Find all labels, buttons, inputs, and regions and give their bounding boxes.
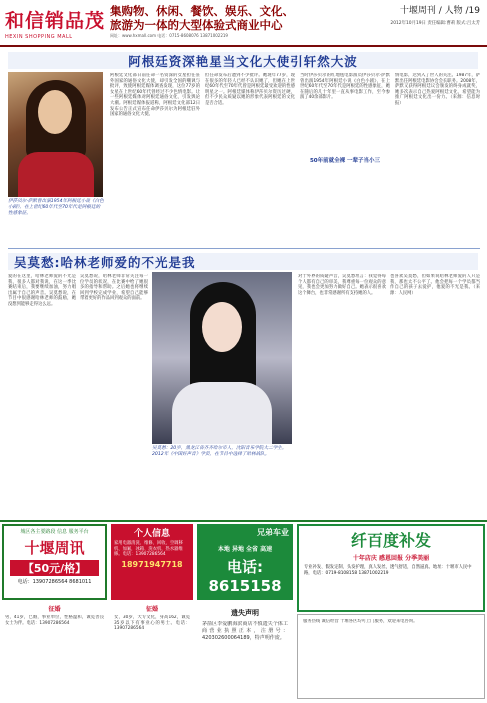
- mall-slogan: [110, 4, 310, 32]
- page-header: [0, 0, 487, 48]
- section-divider: [8, 248, 480, 249]
- ad-g-text: 女，30岁，大专文化，身高162，诚觅35岁以下有事业心的男士。电话：13907286564: [114, 615, 190, 632]
- ad-classified-mid: [111, 604, 193, 699]
- ad-shiyan-zhouxun[interactable]: [2, 524, 107, 600]
- paper-meta: 2012年10月19日 责任编辑:曹莉 版式:吕太芳: [390, 21, 480, 26]
- story2-photo: [152, 272, 292, 444]
- ad-b-title: 个人信息: [133, 529, 170, 539]
- story1-subhead: 50年前就全裸 一辈子当小三: [309, 158, 381, 164]
- ad-d-text: 专业补发、假发定制、头发护理，真人发丝，透气舒适，自然逼真。地址：十堰市人民中路，电话：0719-8108158 13871002219: [304, 565, 472, 576]
- ad-e-title: 遗失声明: [231, 609, 259, 617]
- ad-lost-notice: [197, 604, 293, 699]
- ad-personal-info[interactable]: [111, 524, 193, 600]
- story2-col4: 也喜欢吴莫愁，但如果说哈林老师爱的人只是我，那也太不公平了。他会把每一个学员都当作自己的孩子去爱护，他爱的不光是我。（来源：人民网）: [390, 274, 480, 296]
- ad-a-title: 十堰周讯: [24, 539, 85, 557]
- mall-contact: 网址：www.hxmall.com 电话：0715-8608076 13871002219: [110, 33, 228, 38]
- ad-d-sub: 十年店庆 感恩回报 分季美丽: [352, 555, 430, 562]
- logo-chinese: 和信销品茂: [5, 10, 106, 32]
- story2-col3: 对于外界的质疑声音，吴莫愁坦言：我觉得每个人都有自己的审美，我尊重每一位观众的意见，我也会更加努力做好自己。她表示很喜欢这个舞台，也非常感谢所有支持她的人。: [298, 274, 386, 296]
- ad-d-title: 纤百度补发: [350, 531, 431, 550]
- ad-f-title: 征婚: [48, 606, 61, 613]
- slogan-line-1: 集购物、休闲、餐饮、娱乐、文化、: [110, 4, 294, 18]
- ad-g-title: 征婚: [145, 606, 158, 613]
- ad-service-box: [297, 614, 485, 699]
- story2-caption: 吴莫愁：20岁，黑龙江省齐齐哈尔市人，沈阳音乐学院大二学生。2012年《中国好声音》学员，在节目中选择了哈林战队。: [152, 446, 287, 457]
- ad-hair-service[interactable]: [297, 524, 485, 612]
- ad-c-brand: 兄弟车业: [257, 528, 289, 537]
- ad-c-phone: 电话: 8615158: [208, 558, 282, 595]
- ad-b-text: 家用电器清洗、维修、回收，空调移机、加氟，冰箱、洗衣机、热水器维修。电话：13907286564: [114, 541, 183, 557]
- ad-a-price: 【50元/格】: [10, 560, 99, 576]
- story1-col4: 情电影，达到入了世人的关注。1987年，萨默出任阿根廷电影协会会长职务。2008年，萨默又获得阿根廷议会颁发的终身成就奖，她多次表示自己热爱阿根廷文化，希望能为推广阿根廷文化出一份力。（来源：信息时报）: [395, 73, 480, 106]
- ad-f-text: 男，41岁，已婚，事业单位，性格温和，诚觅善良女士为伴。电话：13907286564: [5, 615, 104, 626]
- ad-a-top: 城区各主要路段 信息 服务平台: [20, 529, 89, 535]
- story2-title: 吴莫愁:哈林老师爱的不光是我: [8, 253, 478, 270]
- ad-classified-left: [2, 604, 107, 699]
- story1-caption: 伊莎贝尔·萨默曾出演1954年阿根廷小说《白色小剧》，在上世纪60年代至70年代是阿根廷的性感象征。: [8, 199, 104, 216]
- logo-english: HEXIN SHOPPING MALL: [5, 34, 73, 40]
- story1-col3: 当时伊莎贝尔的红地毯电影演员伊莎贝尔·萨默曾出演1954年阿根廷小说《白色小剧》，在上世纪60年代至70年代是阿根廷的性感象征，她在随后的几十年里一直从事电影工作，至今参演了40余部影片。: [300, 73, 390, 101]
- slogan-line-2: 旅游为一体的大型体验式商业中心: [110, 18, 283, 32]
- story1-photo: [8, 72, 103, 197]
- mall-logo: [5, 6, 105, 44]
- story1-col3-wrap: [300, 73, 390, 243]
- ad-e-text: 茅箭区李爱鹏海滨商店不慎遗失个体工商营业执照正本，注册号：420302600064189，特声明作废。: [202, 621, 288, 641]
- paper-name: 十堰周刊 / 人物 /19: [399, 6, 480, 16]
- story2-col1: 爱的在这里，哈林老师爱的不光是我，很多人都对我说，在这一季比赛结束后，我要继续加油，努力唱出属于自己的声音。吴莫愁说，在节目中很感谢哈林老师的鼓励，她没想到能够走得这么远。: [8, 274, 76, 307]
- ad-c-slogan: 本地 异地 全省 高速: [217, 546, 273, 553]
- ad-b-phone: 18971947718: [121, 559, 183, 569]
- ad-brother-auto[interactable]: [197, 524, 293, 600]
- paper-info: [340, 3, 480, 26]
- header-divider: [0, 45, 487, 47]
- ad-a-phone: 电话：13907286564 8681011: [17, 579, 92, 585]
- story1-col2: 但任命发布后遭到不少批评。她现年77岁，现在很多的年轻人已经不认识她了，但她在上世纪60年代至70年代曾是阿根廷最受欢迎的性感明星之一。阿根廷媒体称伊莎贝尔资历过硬，但不少民众质疑以她的形象代表阿根廷的文化是否合适。: [205, 73, 295, 106]
- story1-col1: 阿根廷文化部日前任命一名资深的女星担任驻外国家的通俗文化大使，却引发全国的嘲讽与批评，致使阿根廷媒体调查发现，这位77岁的女星在上世纪60年代曾经过不少色情电影。让一些阿根廷媒体对阿根廷通俗文化、引发舆论大潮。阿根廷媒体报道称，阿根廷文化部12日发布公告正式宣布任命伊莎贝尔为阿根廷驻外国家的通俗文化大使。: [110, 73, 200, 118]
- story1-title: 阿根廷资深艳星当文化大使引轩然大波: [8, 52, 478, 69]
- story2-col2: 吴莫愁说，哈林老师非常关注每一位学员的状况，在比赛中给了她很多的指导和帮助。之后她也将继续回到学校完成学业，希望自己能够带着更好的作品回到观众的面前。: [80, 274, 148, 302]
- ad-h-text: 服务热线 诚信经营 十堰各区均可上门服务，欢迎来电咨询。: [303, 619, 418, 624]
